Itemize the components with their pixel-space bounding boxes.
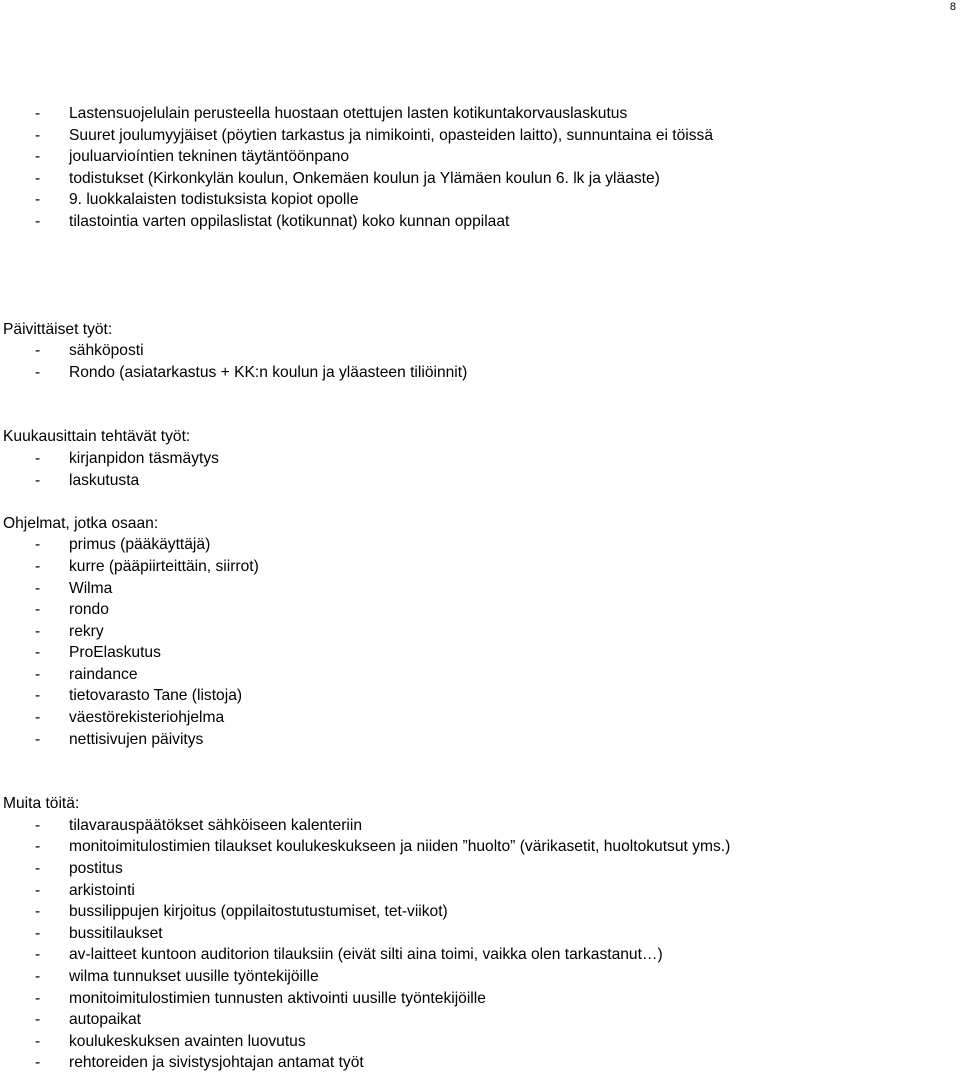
list-item: [0, 599, 960, 621]
list-item: [0, 146, 960, 168]
task-list-top: [0, 103, 960, 233]
list-item-text: sähköposti: [69, 342, 144, 360]
task-list-monthly: [0, 448, 960, 491]
list-item-text: kirjanpidon täsmäytys: [69, 449, 219, 467]
bullet-dash: -: [35, 191, 41, 209]
bullet-dash: -: [35, 816, 41, 834]
task-list-daily: [0, 340, 960, 383]
bullet-dash: -: [35, 838, 41, 856]
list-item: [0, 534, 960, 556]
bullet-dash: -: [35, 903, 41, 921]
list-item: [0, 642, 960, 664]
list-item: [0, 707, 960, 729]
list-item: [0, 168, 960, 190]
list-item: [0, 901, 960, 923]
list-item-text: arkistointi: [69, 881, 135, 899]
bullet-dash: -: [35, 363, 41, 381]
bullet-dash: -: [35, 644, 41, 662]
list-item-text: 9. luokkalaisten todistuksista kopiot opolle: [69, 191, 359, 209]
list-item: [0, 858, 960, 880]
section-heading-programs: Ohjelmat, jotka osaan:: [3, 514, 159, 532]
bullet-dash: -: [35, 105, 41, 122]
list-item-text: Rondo (asiatarkastus + KK:n koulun ja yläasteen tiliöinnit): [69, 363, 468, 381]
list-item: [0, 1031, 960, 1053]
bullet-dash: -: [35, 968, 41, 985]
bullet-dash: -: [35, 924, 41, 942]
list-item-text: rehtoreiden ja sivistysjohtajan antamat työt: [69, 1054, 364, 1072]
list-item: [0, 578, 960, 600]
bullet-dash: -: [35, 665, 41, 683]
list-item-text: todistukset (Kirkonkylän koulun, Onkemäen koulun ja Ylämäen koulun 6. lk ja yläaste): [69, 169, 660, 187]
list-item-text: Suuret joulumyyjäiset (pöytien tarkastus ja nimikointi, opasteiden laitto), sunnuntaina ei töissä: [69, 126, 714, 144]
list-item: [0, 621, 960, 643]
list-item: [0, 362, 960, 384]
bullet-dash: -: [35, 579, 41, 597]
list-item-text: rondo: [69, 601, 109, 619]
list-item-text: raindance: [69, 665, 138, 683]
list-item: [0, 556, 960, 578]
spacer: [0, 750, 960, 793]
list-item-text: koulukeskuksen avainten luovutus: [69, 1032, 306, 1050]
list-item: [0, 664, 960, 686]
list-item-text: jouluarvioíntien tekninen täytäntöönpano: [69, 148, 350, 166]
list-item-text: tilavarauspäätökset sähköiseen kalenteriin: [69, 816, 362, 834]
list-item: [0, 103, 960, 125]
spacer: [0, 383, 960, 426]
spacer: [0, 491, 960, 513]
bullet-dash: -: [35, 881, 41, 899]
bullet-dash: -: [35, 1054, 41, 1072]
list-item: [0, 836, 960, 858]
list-item-text: tietovarasto Tane (listoja): [69, 687, 243, 705]
list-item: [0, 340, 960, 362]
list-item-text: autopaikat: [69, 1011, 141, 1029]
bullet-dash: -: [35, 212, 41, 230]
list-item-text: laskutusta: [69, 471, 140, 489]
bullet-dash: -: [35, 126, 41, 144]
list-item-text: primus (pääkäyttäjä): [69, 536, 211, 554]
list-item: [0, 1052, 960, 1074]
bullet-dash: -: [35, 1032, 41, 1050]
list-item-text: nettisivujen päivitys: [69, 730, 204, 748]
bullet-dash: -: [35, 536, 41, 554]
list-item: [0, 125, 960, 147]
bullet-dash: -: [35, 148, 41, 166]
list-item: [0, 1009, 960, 1031]
bullet-dash: -: [35, 622, 41, 640]
bullet-dash: -: [35, 342, 41, 360]
list-item: [0, 944, 960, 966]
list-item-text: bussilippujen kirjoitus (oppilaitostutustumiset, tet-viikot): [69, 903, 448, 921]
list-item: [0, 988, 960, 1010]
task-list-other: [0, 815, 960, 1074]
list-item: [0, 211, 960, 233]
list-item: [0, 966, 960, 988]
page-number: 8: [949, 1, 956, 13]
bullet-dash: -: [35, 557, 41, 575]
list-item-text: ProElaskutus: [69, 644, 161, 662]
list-item: [0, 815, 960, 837]
list-item-text: tilastointia varten oppilaslistat (kotikunnat) koko kunnan oppilaat: [69, 212, 510, 230]
bullet-dash: -: [35, 730, 41, 748]
bullet-dash: -: [35, 687, 41, 705]
list-item-text: wilma tunnukset uusille työntekijöille: [69, 968, 319, 985]
list-item-text: bussitilaukset: [69, 924, 163, 942]
list-item-text: av-laitteet kuntoon auditorion tilauksiin (eivät silti aina toimi, vaikka olen tarkastanut…): [69, 946, 663, 964]
list-item: [0, 470, 960, 492]
list-item-text: väestörekisteriohjelma: [69, 709, 225, 727]
program-list: [0, 534, 960, 750]
list-item-text: kurre (pääpiirteittäin, siirrot): [69, 557, 259, 575]
list-item-text: Lastensuojelulain perusteella huostaan otettujen lasten kotikuntakorvauslaskutus: [69, 105, 628, 122]
document-body: [0, 103, 960, 1074]
list-item-text: monitoimitulostimien tunnusten aktivointi uusille työntekijöille: [69, 989, 486, 1007]
list-item-text: monitoimitulostimien tilaukset koulukeskukseen ja niiden ”huolto” (värikasetit, huoltokutsut yms.): [69, 838, 731, 856]
list-item-text: postitus: [69, 860, 123, 878]
list-item: [0, 685, 960, 707]
list-item: [0, 729, 960, 751]
bullet-dash: -: [35, 471, 41, 489]
section-heading-monthly: Kuukausittain tehtävät työt:: [3, 428, 191, 446]
bullet-dash: -: [35, 449, 41, 467]
list-item: [0, 448, 960, 470]
section-heading-other: Muita töitä:: [3, 795, 80, 813]
spacer: [0, 233, 960, 319]
section-heading-daily: Päivittäiset työt:: [3, 320, 113, 338]
bullet-dash: -: [35, 1011, 41, 1029]
bullet-dash: -: [35, 946, 41, 964]
list-item-text: Wilma: [69, 579, 113, 597]
bullet-dash: -: [35, 709, 41, 727]
list-item: [0, 923, 960, 945]
list-item: [0, 880, 960, 902]
list-item-text: rekry: [69, 622, 104, 640]
bullet-dash: -: [35, 169, 41, 187]
list-item: [0, 189, 960, 211]
bullet-dash: -: [35, 601, 41, 619]
bullet-dash: -: [35, 989, 41, 1007]
bullet-dash: -: [35, 860, 41, 878]
